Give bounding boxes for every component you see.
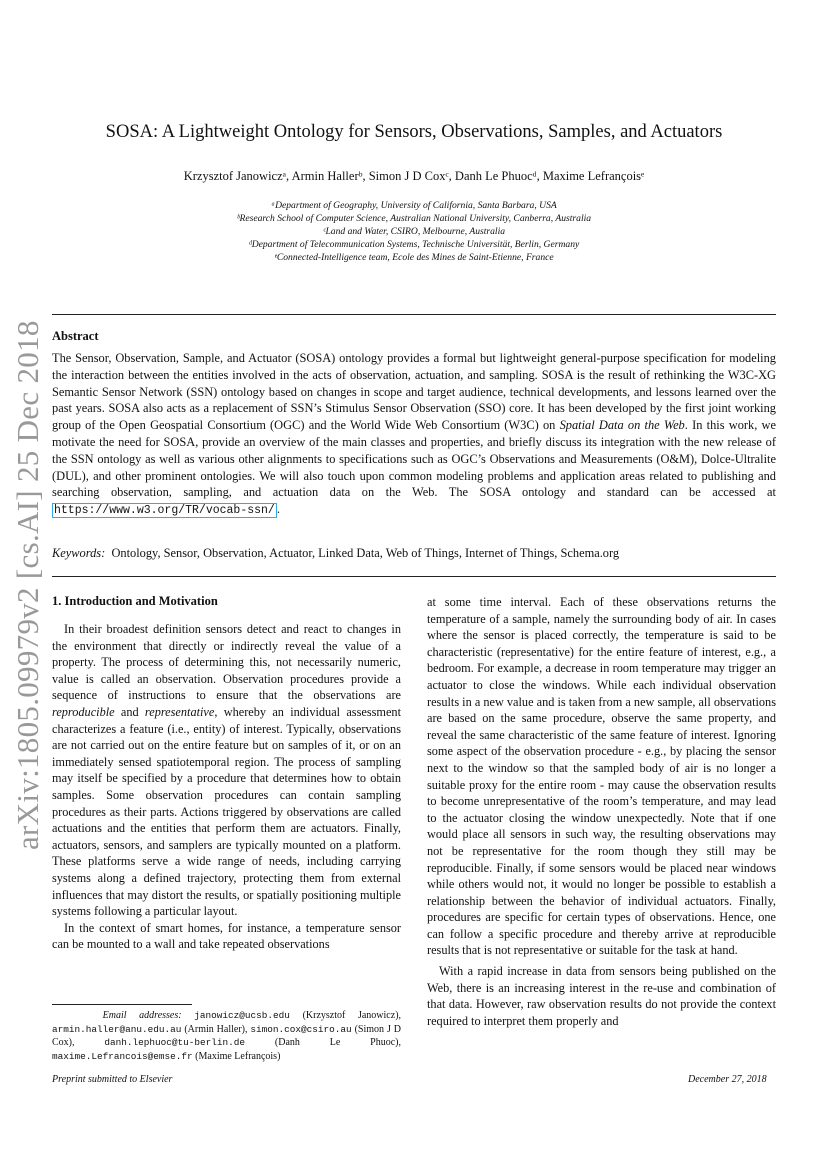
abstract-text [52,350,776,520]
paper-title: SOSA: A Lightweight Ontology for Sensors, Observations, Samples, and Actuators [105,122,723,142]
section-heading: 1. Introduction and Motivation [52,594,218,608]
affiliations [0,199,828,264]
right-column [427,594,776,1029]
top-rule [52,314,776,315]
author-list: Krzysztof Janowiczᵃ, Armin Hallerᵇ, Simon J D Coxᶜ, Danh Le Phuocᵈ, Maxime Lefrançoisᵉ [183,169,645,183]
footer-preprint: Preprint submitted to Elsevier [52,1074,173,1085]
right-paragraph-2: With a rapid increase in data from sensors being published on the Web, there is an increasing interest in the re-use and combination of that data. However, raw observation results do not provide the context required to interpret them properly and [427,964,776,1028]
keywords-rule [52,576,776,577]
vocab-ssn-link[interactable]: https://www.w3.org/TR/vocab-ssn/ [54,504,275,518]
keywords [52,546,776,561]
intro-paragraph-2: In the context of smart homes, for instance, a temperature sensor can be mounted to a wall and take repeated observations [52,920,401,952]
right-paragraph-1: at some time interval. Each of these observations returns the temperature of a sample, namely the surrounding body of air. In cases where the sensor is placed correctly, the temperature is said to be characteristic (representative) for the entire feature of interest, e.g., a bedroom. For example, a decrease in room temperature may trigger an actuator to close the windows. While each individual observation results in a new value and is taken from a new sample, all observations are based on the same procedure, observe the same property, and reveal the same characteristic of the same feature of interest. Ignoring some aspect of the observation procedure - e.g., by placing the sensor next to the window so that the sampled body of air is no longer a suitable proxy for the entire room - may cause the observation results to become unrepresentative of the room’s temperature, and may lead to the actuator closing the window unexpectedly. Note that if one would place all sensors in such way, the resulting observations may not be representative for the room though they still may be reproducible. Finally, if some sensors would be placed near windows while others would not, it would no longer be possible to establish a relationship between the behavior of individual actuators. Finally, procedures are specific for certain types of observations. Hence, one can follow a specific procedure and thereby arrive at reproducible results that is not representative or suitable for the task at hand. [427,595,776,958]
footer-date: December 27, 2018 [688,1074,767,1085]
email-link[interactable]: danh.lephuoc@tu-berlin.de [104,1037,246,1049]
affiliation-b: ᵇResearch School of Computer Science, Australian National University, Canberra, Australia [236,213,592,224]
emphasis: reproducible [52,704,115,719]
email-owner: (Krzysztof Janowicz), [289,1010,402,1021]
affiliation-e: ᵉConnected-Intelligence team, Ecole des Mines de Saint-Etienne, France [274,252,554,263]
text-run: and [114,704,145,719]
footnote-label: Email addresses: [102,1010,182,1021]
affiliation-d: ᵈDepartment of Telecommunication Systems, Technische Universität, Berlin, Germany [248,239,580,250]
keywords-list: Ontology, Sensor, Observation, Actuator, Linked Data, Web of Things, Internet of Things, Schema.org [111,546,620,560]
email-link[interactable]: maxime.Lefrancois@emse.fr [52,1050,193,1062]
abstract-part-2: . In this work, we motivate the need for SOSA, provide an overview of the main classes and properties, and briefly discuss its integration with the new release of the SSN ontology as well as various other alignments to specifications such as OGC’s Observations and Measurements (O&M), Dolce-Ultralite (DUL), and other prominent ontologies. We will also touch upon common modeling problems and application areas related to publishing and searching observation, sampling, and actuation data on the Web. The SOSA ontology and standard can be accessed at [52,418,776,500]
abstract-part-1: The Sensor, Observation, Sample, and Actuator (SOSA) ontology provides a formal but lightweight general-purpose specification for modeling the interaction between the entities involved in the acts of observation, actuation, and sampling. SOSA is the result of rethinking the W3C-XG Semantic Sensor Network (SSN) ontology based on changes in scope and target audience, technical developments, and lessons learned over the past years. SOSA also acts as a replacement of SSN’s Stimulus Sensor Observation (SSO) core. It has been developed by the first joint working group of the Open Geospatial Consortium (OGC) and the World Wide Web Consortium (W3C) on [52,351,776,433]
email-owner: (Danh Le Phuoc), [245,1037,401,1049]
email-link[interactable]: simon.cox@csiro.au [250,1023,352,1035]
abstract-end: . [276,502,280,517]
email-link[interactable]: janowicz@ucsb.edu [194,1010,290,1021]
left-column [52,621,401,953]
abstract-heading: Abstract [52,329,99,343]
footnote-rule [52,1004,192,1005]
text-run: In their broadest definition sensors detect and react to changes in the environment that directly or indirectly reveal the value of a property. The process of determining this, not necessarily numeric, value is called an observation. Observation procedures provide a sequence of instructions to ensure that the observations are [52,622,401,703]
keywords-label: Keywords: [52,546,106,560]
email-owner: (Armin Haller), [181,1023,251,1035]
affiliation-c: ᶜLand and Water, CSIRO, Melbourne, Australia [322,226,506,237]
emphasis: representative [144,704,215,719]
text-run: , whereby an individual assessment characterizes a feature (i.e., entity) of interest. Typically, observations are not carried out on the entire feature but on samples of it, or on an immediately sensed spatiotemporal region. The process of sampling may itself be specified by a procedure that determines how to obtain samples. Some observation procedures can contain sampling procedures as their parts. Actions triggered by observations are called actuations and the entities that perform them are actuators. Finally, actuators, sensors, and samplers are typically mounted on a platform. These platforms serve a wide range of needs, including carrying systems along a defined trajectory, protecting them from external influences that may distort the results, or spatially positioning multiple systems following a particular layout. [52,704,401,919]
arxiv-stamp: arXiv:1805.09979v2 [cs.AI] 25 Dec 2018 [10,320,45,850]
email-owner: (Maxime Lefrançois) [192,1050,281,1062]
email-footnote [52,1009,401,1063]
email-owner: (Simon J D Cox), [52,1023,401,1049]
abstract-emphasis: Spatial Data on the Web [559,418,685,433]
affiliation-a: ᵃDepartment of Geography, University of California, Santa Barbara, USA [271,200,557,211]
email-link[interactable]: armin.haller@anu.edu.au [52,1023,182,1035]
intro-paragraph-1 [52,621,401,920]
